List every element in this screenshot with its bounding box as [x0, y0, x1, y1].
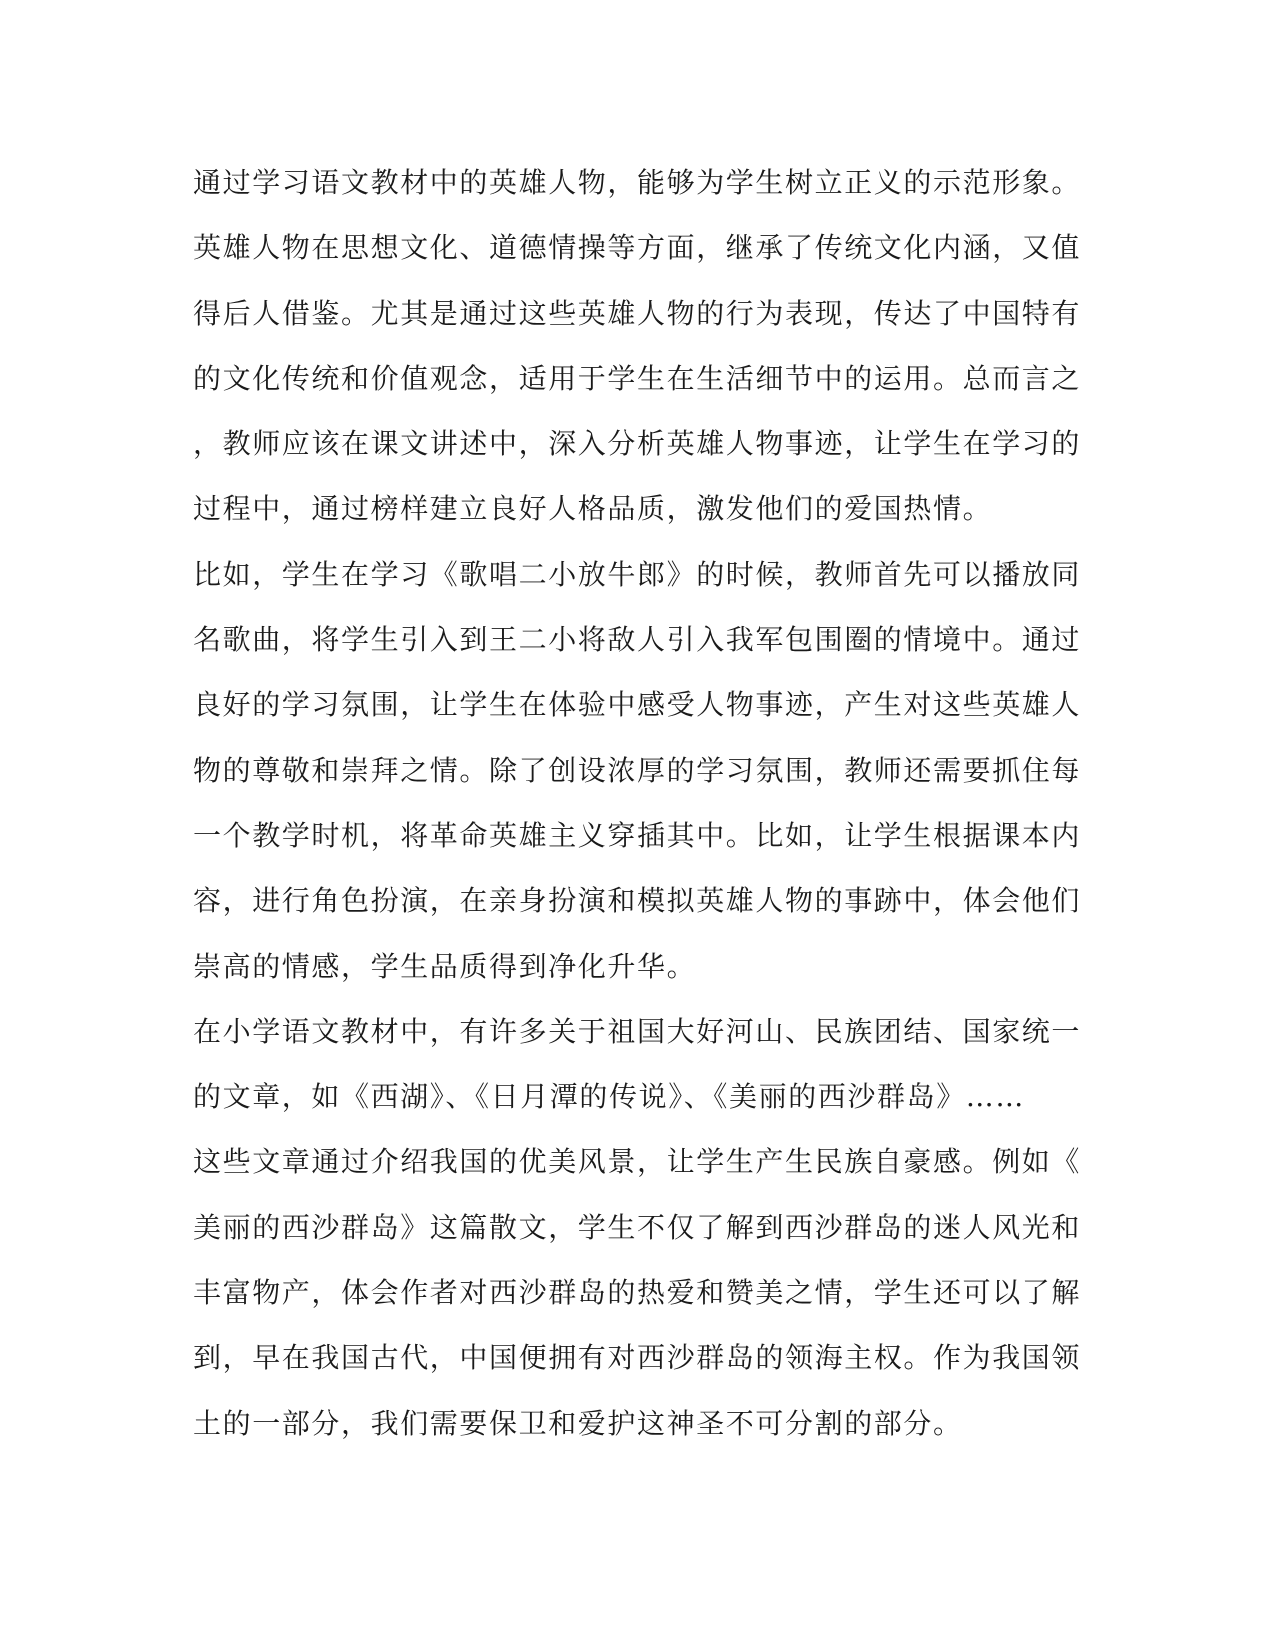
text-line: 得后人借鉴。尤其是通过这些英雄人物的行为表现，传达了中国特有 — [193, 296, 1082, 330]
text-line: 名歌曲，将学生引入到王二小将敌人引入我军包围圈的情境中。通过 — [193, 623, 1082, 657]
text-line: 一个教学时机，将革命英雄主义穿插其中。比如，让学生根据课本内 — [193, 818, 1082, 852]
text-line: 英雄人物在思想文化、道德情操等方面，继承了传统文化内涵，又值 — [193, 231, 1082, 265]
text-line: 丰富物产，体会作者对西沙群岛的热爱和赞美之情，学生还可以了解 — [193, 1276, 1082, 1310]
text-line: 崇高的情感，学生品质得到净化升华。 — [193, 949, 697, 983]
text-line: 过程中，通过榜样建立良好人格品质，激发他们的爱国热情。 — [193, 492, 993, 526]
text-line: 的文化传统和价值观念，适用于学生在生活细节中的运用。总而言之 — [193, 361, 1082, 395]
text-line: 容，进行角色扮演，在亲身扮演和模拟英雄人物的事跡中，体会他们 — [193, 884, 1082, 918]
text-line: 到，早在我国古代，中国便拥有对西沙群岛的领海主权。作为我国领 — [193, 1341, 1082, 1375]
text-line: 良好的学习氛围，让学生在体验中感受人物事迹，产生对这些英雄人 — [193, 688, 1082, 722]
text-line: 这些文章通过介绍我国的优美风景，让学生产生民族自豪感。例如《 — [193, 1145, 1082, 1179]
text-line: 物的尊敬和崇拜之情。除了创设浓厚的学习氛围，教师还需要抓住每 — [193, 753, 1082, 787]
text-line: 在小学语文教材中，有许多关于祖国大好河山、民族团结、国家统一 — [193, 1014, 1082, 1048]
text-line: ，教师应该在课文讲述中，深入分析英雄人物事迹，让学生在学习的 — [193, 427, 1082, 461]
text-line: 的文章，如《西湖》、《日月潭的传说》、《美丽的西沙群岛》…… — [193, 1080, 1026, 1114]
text-line: 土的一部分，我们需要保卫和爱护这神圣不可分割的部分。 — [193, 1406, 963, 1440]
text-line: 比如，学生在学习《歌唱二小放牛郎》的时候，教师首先可以播放同 — [193, 557, 1082, 591]
text-line: 美丽的西沙群岛》这篇散文，学生不仅了解到西沙群岛的迷人风光和 — [193, 1210, 1082, 1244]
body-text — [193, 150, 1082, 1456]
text-line: 通过学习语文教材中的英雄人物，能够为学生树立正义的示范形象。 — [193, 166, 1082, 199]
